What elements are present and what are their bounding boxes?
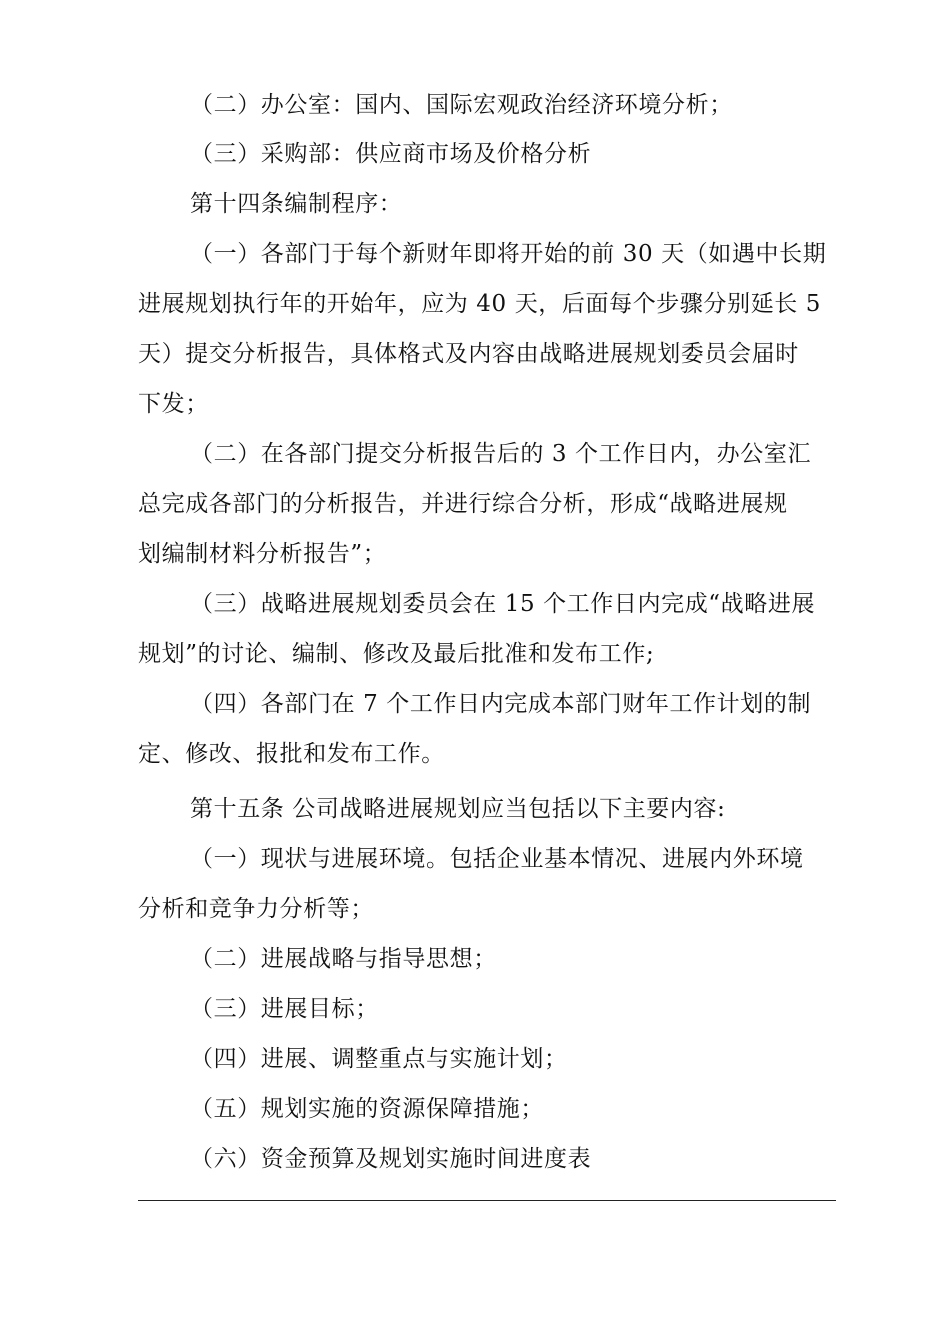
text-line: （四）进展、调整重点与实施计划； (190, 1046, 568, 1072)
text-line: 天）提交分析报告，具体格式及内容由战略进展规划委员会届时 (138, 341, 799, 367)
text-line: （二）在各部门提交分析报告后的 3 个工作日内，办公室汇 (190, 441, 812, 467)
text-line: 下发； (138, 391, 209, 417)
text-line: 总完成各部门的分析报告，并进行综合分析，形成“战略进展规 (138, 491, 788, 517)
text-line: （三）进展目标； (190, 996, 379, 1022)
section-heading: 第十五条 公司战略进展规划应当包括以下主要内容: (190, 796, 726, 822)
section-heading: 第十四条编制程序： (190, 191, 403, 217)
text-line: 进展规划执行年的开始年，应为 40 天，后面每个步骤分别延长 5 (138, 291, 822, 317)
text-line: （三）采购部：供应商市场及价格分析 (190, 141, 592, 167)
text-line: （二）办公室：国内、国际宏观政治经济环境分析； (190, 92, 733, 118)
text-line: （六）资金预算及规划实施时间进度表 (190, 1146, 592, 1172)
text-line: 规划”的讨论、编制、修改及最后批准和发布工作; (138, 641, 655, 667)
text-line: （一）各部门于每个新财年即将开始的前 30 天（如遇中长期 (190, 241, 827, 267)
text-line: （一）现状与进展环境。包括企业基本情况、进展内外环境 (190, 846, 804, 872)
text-line: 定、修改、报批和发布工作。 (138, 741, 445, 767)
text-line: （二）进展战略与指导思想； (190, 946, 497, 972)
text-line: （四）各部门在 7 个工作日内完成本部门财年工作计划的制 (190, 691, 812, 717)
text-line: （三）战略进展规划委员会在 15 个工作日内完成“战略进展 (190, 591, 816, 617)
text-line: 划编制材料分析报告”； (138, 541, 387, 567)
footer-divider (138, 1200, 836, 1201)
text-line: 分析和竞争力分析等； (138, 896, 374, 922)
text-line: （五）规划实施的资源保障措施； (190, 1096, 544, 1122)
